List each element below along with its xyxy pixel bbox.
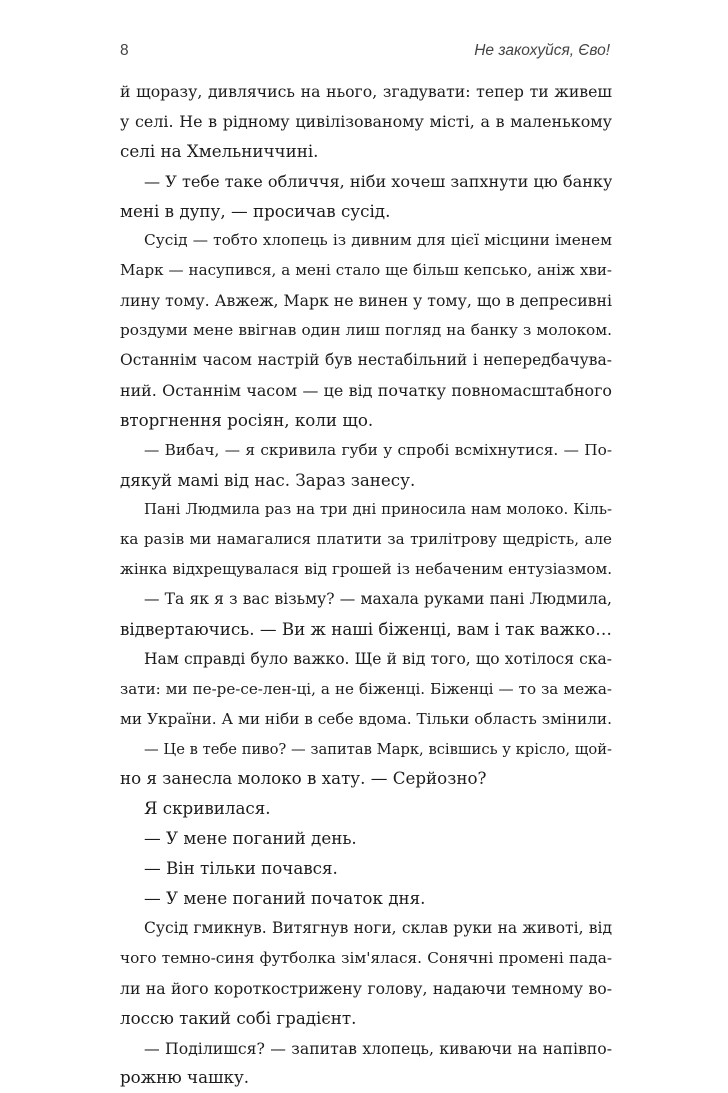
text-line: Сусід гмикнув. Витягнув ноги, склав руки на животі, від (144, 918, 612, 937)
text-line: й щоразу, дивлячись на нього, згадувати: тепер ти живеш (120, 82, 612, 101)
text-line: ний. Останнім часом — це від початку повномасштабного (120, 380, 612, 400)
text-line: Марк — насупився, а мені стало ще більш кепсько, аніж хви- (120, 261, 612, 280)
text-line: но я занесла молоко в хату. — Серйозно? (120, 768, 487, 789)
text-line: лину тому. Авжеж, Марк не винен у тому, що в депресивні (120, 291, 612, 311)
text-line: — Він тільки почався. (144, 858, 338, 879)
text-line: Сусід — тобто хлопець із дивним для цієї місцини іменем (144, 231, 612, 250)
text-line: — У мене поганий початок дня. (144, 888, 426, 909)
text-line: ми України. А ми ніби в себе вдома. Тільки область змінили. (120, 709, 612, 728)
text-line: — Вибач, — я скривила губи у спробі всміхнутися. — По- (144, 440, 612, 459)
text-line: ка разів ми намагалися платити за трилітрову щедрість, але (120, 530, 612, 549)
text-line: Нам справді було важко. Ще й від того, що хотілося ска- (144, 649, 612, 668)
text-line: жінка відхрещувалася від грошей із небаченим ентузіазмом. (120, 560, 612, 579)
text-line: чого темно-синя футболка зім'ялася. Сонячні промені пада- (120, 948, 612, 967)
text-line: Пані Людмила раз на три дні приносила нам молоко. Кіль- (144, 500, 612, 519)
page-header (120, 42, 610, 66)
text-line: мені в дупу, — просичав сусід. (120, 200, 391, 221)
text-line: рожню чашку. (120, 1067, 250, 1088)
text-line: відвертаючись. — Ви ж наші біженці, вам і так важко… (120, 619, 612, 640)
text-line: вторгнення росіян, коли що. (120, 409, 374, 430)
text-line: — Та як я з вас візьму? — махала руками пані Людмила, (144, 590, 612, 609)
text-line: у селі. Не в рідному цивілізованому місті, а в маленькому (120, 111, 612, 131)
text-line: роздуми мене ввігнав один лиш погляд на банку з молоком. (120, 321, 612, 340)
text-line: — Поділишся? — запитав хлопець, киваючи на напівпо- (144, 1038, 612, 1058)
text-line: селі на Хмельниччині. (120, 140, 319, 161)
body-text (120, 77, 612, 1093)
text-line: Я скривилася. (144, 798, 271, 819)
text-line: зати: ми пе-ре-се-лен-ці, а не біженці. Біженці — то за межа- (120, 679, 612, 698)
text-line: — Це в тебе пиво? — запитав Марк, всівшись у крісло, щой- (144, 740, 612, 758)
text-line: Останнім часом настрій був нестабільний і непередбачува- (120, 351, 612, 370)
page-number: 8 (120, 42, 129, 59)
text-line: — У тебе таке обличчя, ніби хочеш запхнути цю банку (144, 171, 612, 191)
text-line: ли на його короткострижену голову, надаючи темному во- (120, 978, 612, 998)
running-title: Не закохуйся, Єво! (474, 42, 610, 59)
text-line: лоссю такий собі градієнт. (120, 1007, 357, 1028)
text-line: дякуй мамі від нас. Зараз занесу. (120, 469, 416, 490)
text-line: — У мене поганий день. (144, 828, 357, 849)
